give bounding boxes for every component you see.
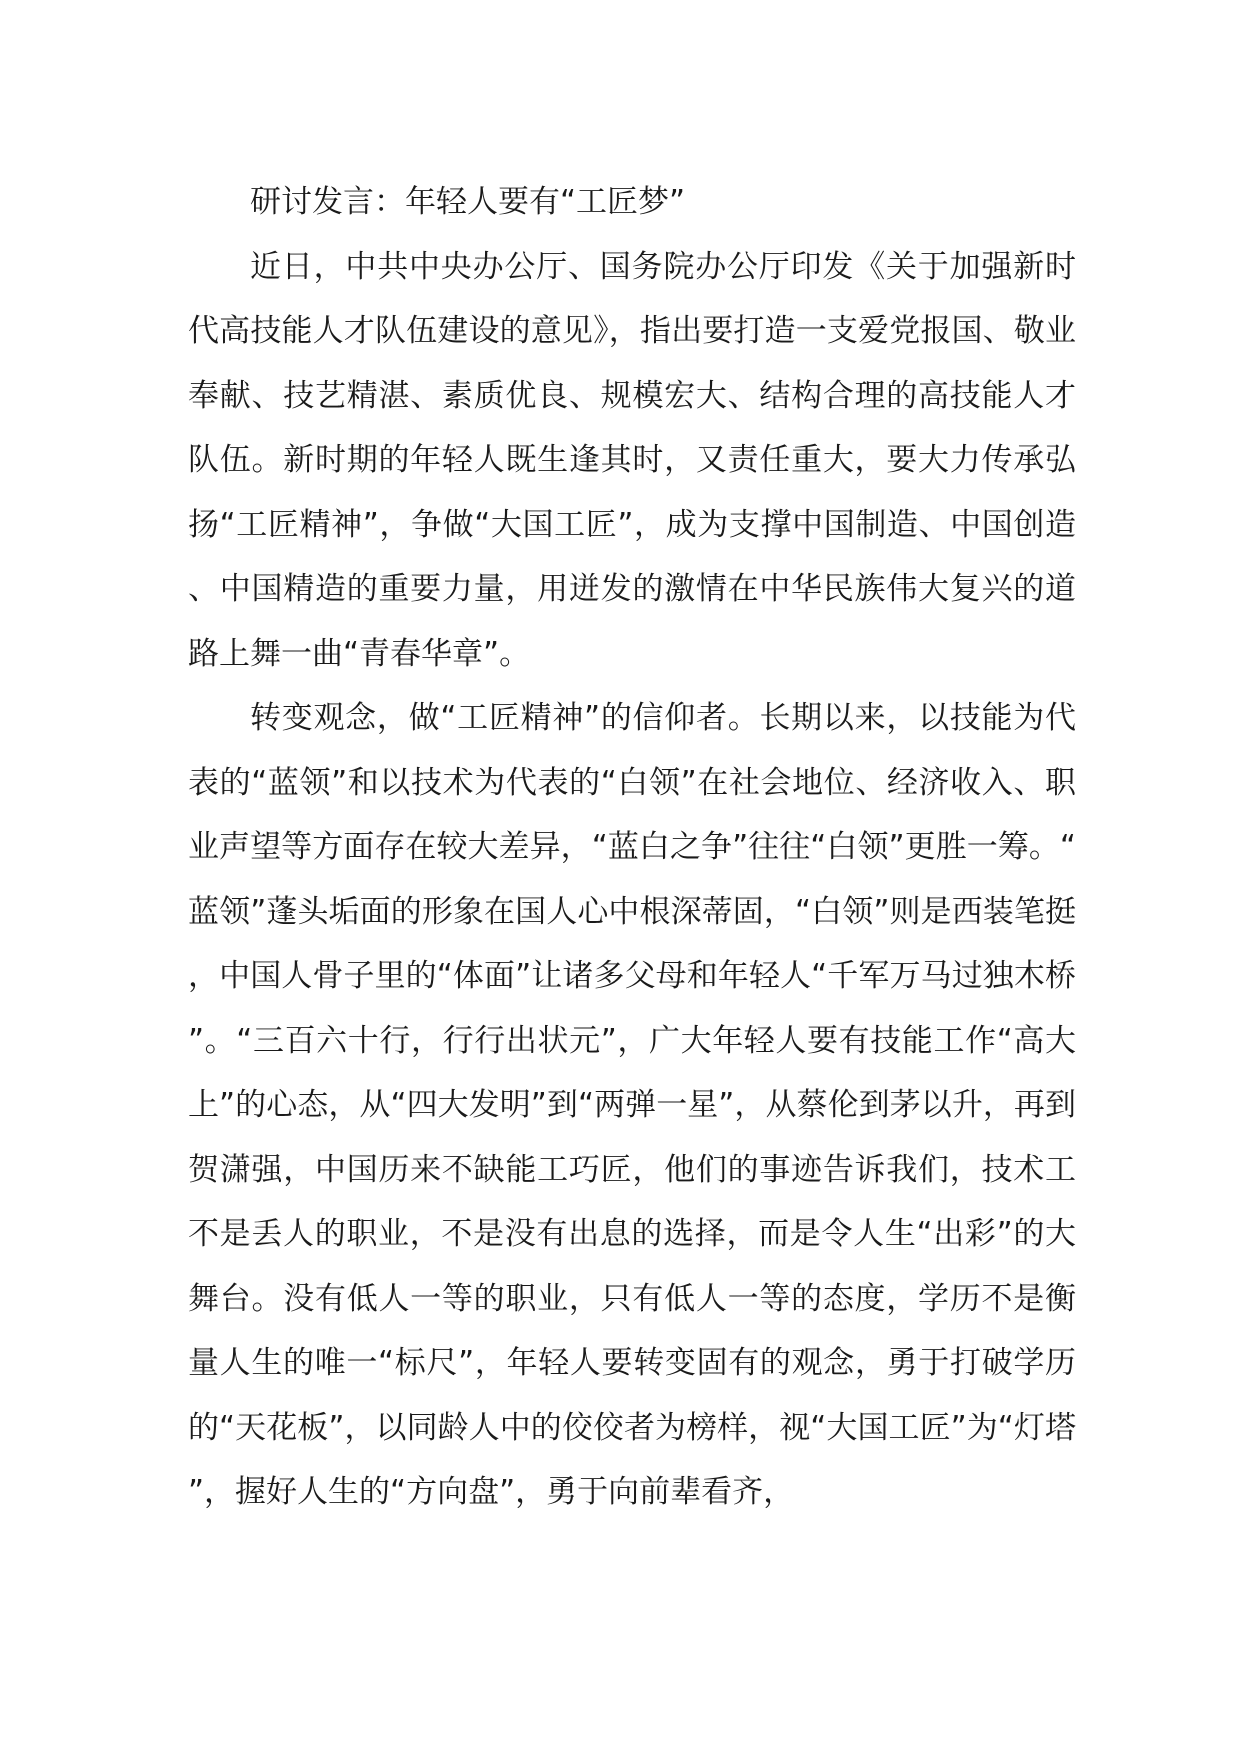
paragraph-change-mindset: 转变观念，做“工匠精神”的信仰者。长期以来，以技能为代表的“蓝领”和以技术为代表的“白领”在社会地位、经济收入、职业声望等方面存在较大差异，“蓝白之争”往往“白领”更胜一筹。“蓝领”蓬头垢面的形象在国人心中根深蒂固，“白领”则是西装笔挺，中国人骨子里的“体面”让诸多父母和年轻人“千军万马过独木桥”。“三百六十行，行行出状元”，广大年轻人要有技能工作“高大上”的心态，从“四大发明”到“两弹一星”，从蔡伦到茅以升，再到贺潇强，中国历来不缺能工巧匠，他们的事迹告诉我们，技术工不是丢人的职业，不是没有出息的选择，而是令人生“出彩”的大舞台。没有低人一等的职业，只有低人一等的态度，学历不是衡量人生的唯一“标尺”，年轻人要转变固有的观念，勇于打破学历的“天花板”，以同龄人中的佼佼者为榜样，视“大国工匠”为“灯塔”，握好人生的“方向盘”，勇于向前辈看齐， <box>188 700 1076 1510</box>
document-body <box>188 170 1076 1525</box>
paragraph-intro: 近日，中共中央办公厅、国务院办公厅印发《关于加强新时代高技能人才队伍建设的意见》，指出要打造一支爱党报国、敬业奉献、技艺精湛、素质优良、规模宏大、结构合理的高技能人才队伍。新时期的年轻人既生逢其时，又责任重大，要大力传承弘扬“工匠精神”，争做“大国工匠”，成为支撑中国制造、中国创造、中国精造的重要力量，用迸发的激情在中华民族伟大复兴的道路上舞一曲“青春华章”。 <box>188 248 1076 672</box>
document-title: 研讨发言：年轻人要有“工匠梦” <box>250 184 686 220</box>
